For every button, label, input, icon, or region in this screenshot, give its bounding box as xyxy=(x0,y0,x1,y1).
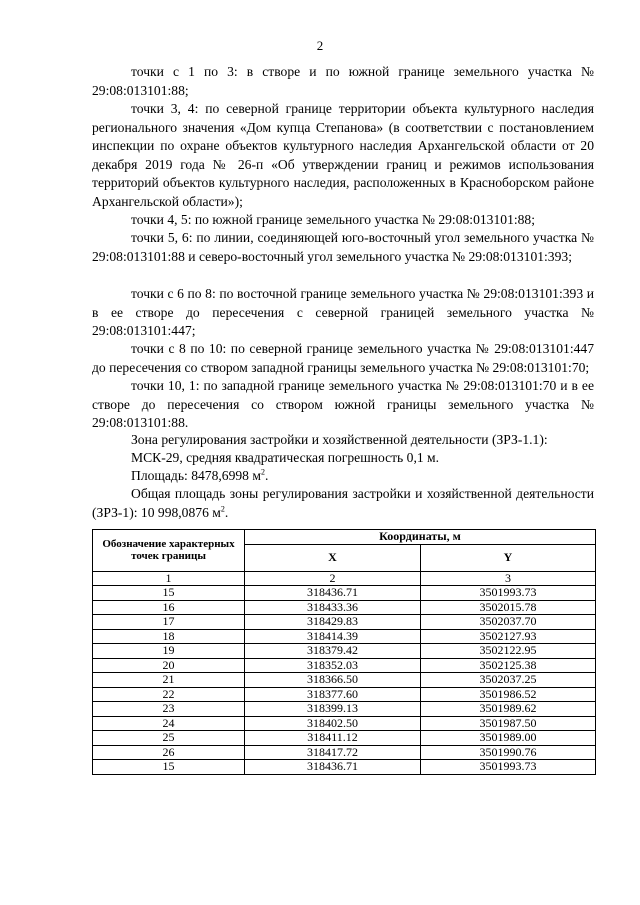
header-coordinates: Координаты, м xyxy=(245,530,596,545)
point-cell: 21 xyxy=(93,673,245,688)
zone-title: Зона регулирования застройки и хозяйственной деятельности (ЗРЗ-1.1): xyxy=(131,432,548,447)
y-cell: 3502037.70 xyxy=(421,615,596,630)
y-cell: 3502015.78 xyxy=(421,600,596,615)
paragraph-points-1-3: точки с 1 по 3: в створе и по южной границе земельного участка № 29:08:013101:88; xyxy=(92,64,594,98)
x-cell: 318379.42 xyxy=(245,644,421,659)
x-cell: 318352.03 xyxy=(245,658,421,673)
page-number: 2 xyxy=(316,38,324,53)
x-cell: 318414.39 xyxy=(245,629,421,644)
paragraph-points-3-4: точки 3, 4: по северной границе территории объекта культурного наследия регионального значения «Дом купца Степанова» (в соответствии с постановлением инспекции по охране объектов культурного наследия Архангельской области от 20 декабря 2019 года № 26-п «Об утверждении границ и режимов использования территорий объектов культурного наследия, расположенных в Красноборском районе Архангельской области»); xyxy=(92,101,594,209)
y-cell: 3501993.73 xyxy=(421,760,596,775)
paragraph-points-8-10: точки с 8 по 10: по северной границе земельного участка № 29:08:013101:447 до пересечения со створом западной границы земельного участка № 29:08:013101:70; xyxy=(92,341,594,375)
point-cell: 18 xyxy=(93,629,245,644)
header-x: X xyxy=(245,544,421,571)
header-y: Y xyxy=(421,544,596,571)
point-cell: 17 xyxy=(93,615,245,630)
y-cell: 3501986.52 xyxy=(421,687,596,702)
table-row xyxy=(93,745,596,760)
index-cell: 2 xyxy=(245,571,421,586)
x-cell: 318433.36 xyxy=(245,600,421,615)
x-cell: 318429.83 xyxy=(245,615,421,630)
y-cell: 3501993.73 xyxy=(421,586,596,601)
index-cell: 1 xyxy=(93,571,245,586)
paragraph-points-4-5: точки 4, 5: по южной границе земельного участка № 29:08:013101:88; xyxy=(131,212,536,227)
y-cell: 3501990.76 xyxy=(421,745,596,760)
x-cell: 318436.71 xyxy=(245,586,421,601)
zone-area-sup: 2 xyxy=(260,467,265,477)
table-row xyxy=(93,760,596,775)
header-point-designation: Обозначение характерных точек границы xyxy=(93,530,245,572)
table-row xyxy=(93,673,596,688)
x-cell: 318399.13 xyxy=(245,702,421,717)
point-cell: 20 xyxy=(93,658,245,673)
y-cell: 3501987.50 xyxy=(421,716,596,731)
table-row xyxy=(93,644,596,659)
point-cell: 19 xyxy=(93,644,245,659)
paragraph-points-10-1: точки 10, 1: по западной границе земельного участка № 29:08:013101:70 и в ее створе до пересечения со створом южной границы земельного участка № 29:08:013101:88. xyxy=(92,378,594,430)
zone-crs: МСК-29, средняя квадратическая погрешность 0,1 м. xyxy=(131,450,440,465)
point-cell: 15 xyxy=(93,586,245,601)
zone-area-text: Площадь: 8478,6998 м xyxy=(131,468,261,483)
zone-area xyxy=(131,467,595,486)
x-cell: 318417.72 xyxy=(245,745,421,760)
point-cell: 26 xyxy=(93,745,245,760)
table-row xyxy=(93,600,596,615)
y-cell: 3501989.00 xyxy=(421,731,596,746)
zone-area-end: . xyxy=(264,468,269,483)
table-row xyxy=(93,687,596,702)
y-cell: 3502127.93 xyxy=(421,629,596,644)
table-row xyxy=(93,629,596,644)
coordinates-table xyxy=(92,529,596,775)
zone-total-area xyxy=(92,485,594,522)
point-cell: 22 xyxy=(93,687,245,702)
point-cell: 16 xyxy=(93,600,245,615)
zone-total-sup: 2 xyxy=(220,503,225,513)
paragraph-points-5-6: точки 5, 6: по линии, соединяющей юго-восточный угол земельного участка № 29:08:013101:88 и северо-восточный угол земельного участка № 29:08:013101:393; xyxy=(92,230,594,264)
table-row xyxy=(93,658,596,673)
table-row xyxy=(93,731,596,746)
point-cell: 25 xyxy=(93,731,245,746)
x-cell: 318402.50 xyxy=(245,716,421,731)
x-cell: 318377.60 xyxy=(245,687,421,702)
paragraph-points-6-8: точки с 6 по 8: по восточной границе земельного участка № 29:08:013101:393 и в ее створе до пересечения с северной границей земельного участка № 29:08:013101:447; xyxy=(92,286,594,338)
index-row xyxy=(93,571,596,586)
point-cell: 24 xyxy=(93,716,245,731)
index-cell: 3 xyxy=(421,571,596,586)
table-row xyxy=(93,716,596,731)
y-cell: 3502125.38 xyxy=(421,658,596,673)
x-cell: 318436.71 xyxy=(245,760,421,775)
point-cell: 15 xyxy=(93,760,245,775)
table-body xyxy=(93,571,596,774)
x-cell: 318411.12 xyxy=(245,731,421,746)
table-row xyxy=(93,615,596,630)
x-cell: 318366.50 xyxy=(245,673,421,688)
zone-total-end: . xyxy=(224,504,229,520)
zone-total-text: Общая площадь зоны регулирования застройки и хозяйственной деятельности (ЗРЗ-1): 10 998,0876 м xyxy=(92,486,594,520)
table-row xyxy=(93,702,596,717)
y-cell: 3502122.95 xyxy=(421,644,596,659)
y-cell: 3501989.62 xyxy=(421,702,596,717)
table-row xyxy=(93,586,596,601)
y-cell: 3502037.25 xyxy=(421,673,596,688)
point-cell: 23 xyxy=(93,702,245,717)
